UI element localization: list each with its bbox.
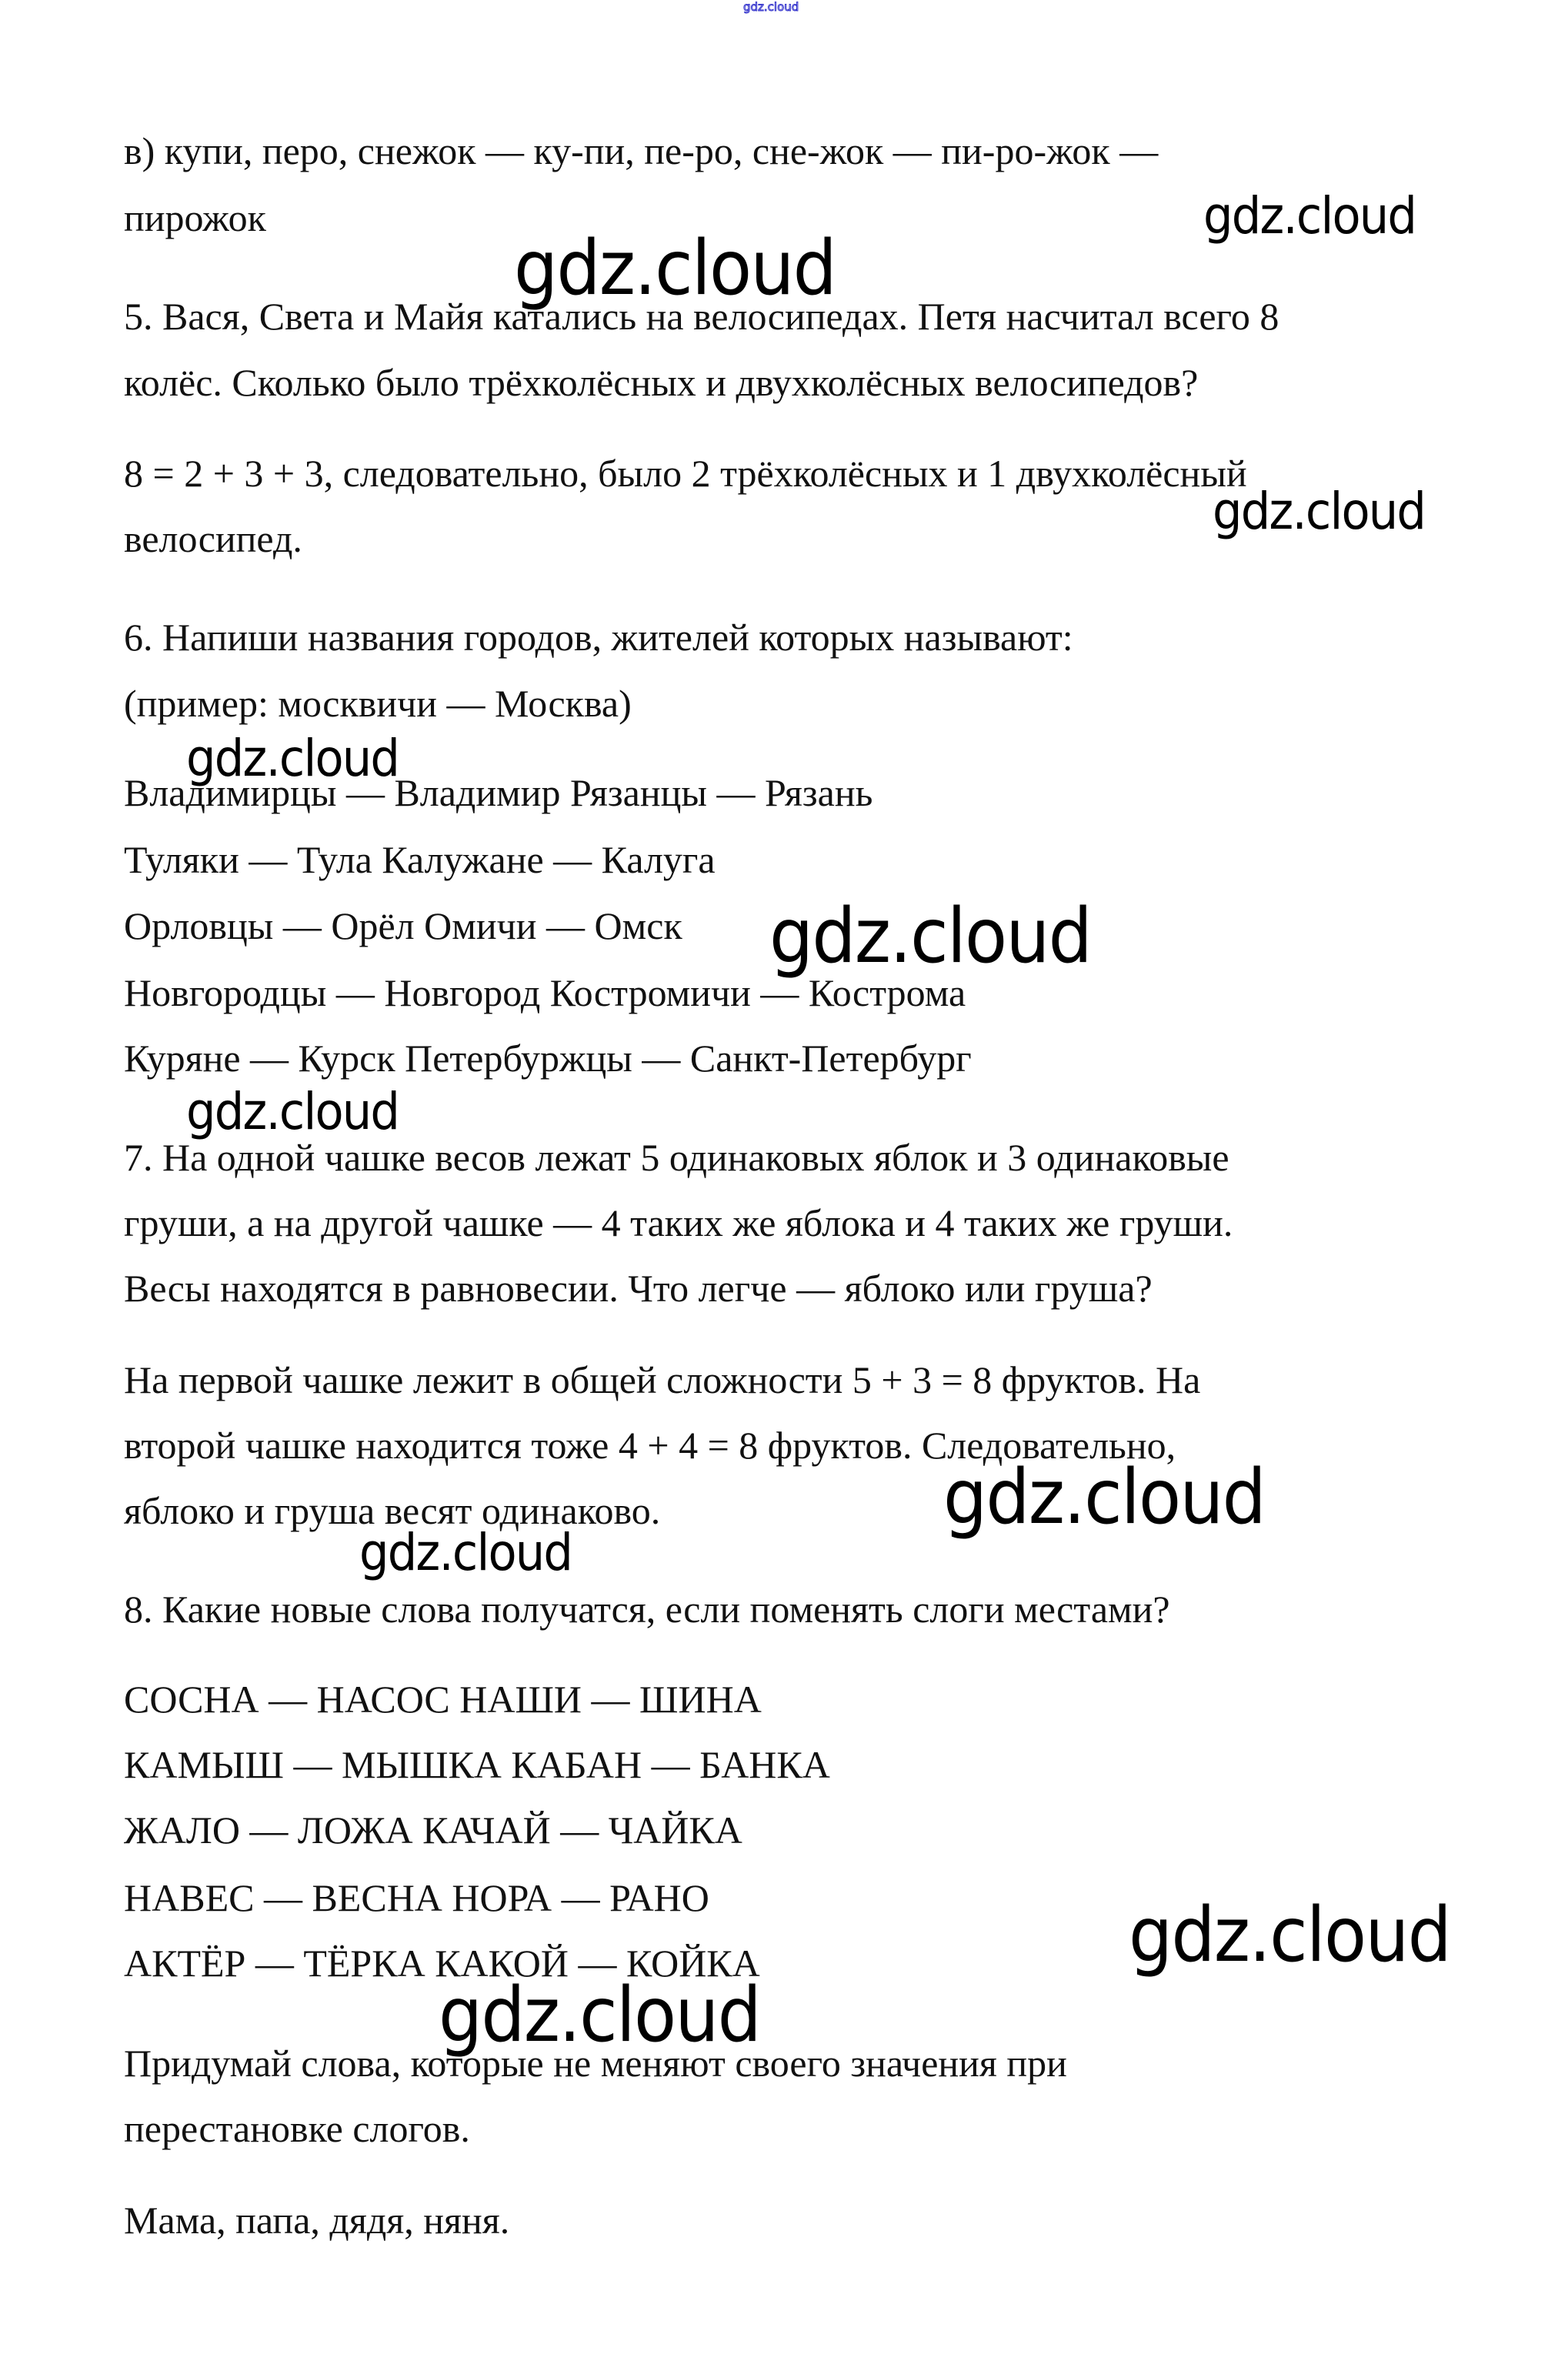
task-8-extra-answer: Мама, папа, дядя, няня. — [124, 2199, 510, 2242]
task-5-question: колёс. Сколько было трёхколёсных и двухколёсных велосипедов? — [124, 361, 1199, 404]
task-7-answer: яблоко и груша весят одинаково. — [124, 1489, 661, 1532]
watermark: gdz.cloud — [439, 1972, 761, 2059]
task-5-answer: велосипед. — [124, 517, 302, 560]
task-7-question: груши, а на другой чашке — 4 таких же яблока и 4 таких же груши. — [124, 1201, 1233, 1244]
task-5-question: 5. Вася, Света и Майя катались на велосипедах. Петя насчитал всего 8 — [124, 295, 1279, 338]
task-7-answer: На первой чашке лежит в общей сложности 5 + 3 = 8 фруктов. На — [124, 1358, 1201, 1401]
task-5-answer: 8 = 2 + 3 + 3, следовательно, было 2 трёхколёсных и 1 двухколёсный — [124, 452, 1247, 495]
task-8-answer: АКТЁР — ТЁРКА КАКОЙ — КОЙКА — [124, 1942, 760, 1985]
text-line: пирожок — [124, 196, 266, 239]
task-8-answer: СОСНА — НАСОС НАШИ — ШИНА — [124, 1678, 762, 1721]
task-6-answer: Владимирцы — Владимир Рязанцы — Рязань — [124, 771, 873, 814]
watermark: gdz.cloud — [943, 1454, 1266, 1541]
task-7-question: Весы находятся в равновесии. Что легче — яблоко или груша? — [124, 1267, 1153, 1310]
watermark: gdz.cloud — [769, 893, 1092, 980]
task-8-extra-question: Придумай слова, которые не меняют своего значения при — [124, 2042, 1067, 2085]
header-watermark: gdz.cloud — [743, 0, 799, 14]
task-8-question: 8. Какие новые слова получатся, если поменять слоги местами? — [124, 1588, 1170, 1631]
task-8-answer: КАМЫШ — МЫШКА КАБАН — БАНКА — [124, 1743, 830, 1786]
watermark: gdz.cloud — [359, 1523, 572, 1582]
task-8-answer: ЖАЛО — ЛОЖА КАЧАЙ — ЧАЙКА — [124, 1808, 742, 1852]
task-7-question: 7. На одной чашке весов лежат 5 одинаковых яблок и 3 одинаковые — [124, 1136, 1229, 1179]
watermark: gdz.cloud — [1203, 186, 1416, 245]
watermark: gdz.cloud — [186, 1082, 399, 1141]
text-line: в) купи, перо, снежок — ку-пи, пе-ро, сне-жок — пи-ро-жок — — [124, 129, 1159, 172]
task-6-answer: Орловцы — Орёл Омичи — Омск — [124, 904, 682, 947]
watermark: gdz.cloud — [514, 225, 836, 312]
watermark: gdz.cloud — [1213, 482, 1426, 541]
task-6-answer: Туляки — Тула Калужане — Калуга — [124, 838, 716, 881]
task-6-question: (пример: москвичи — Москва) — [124, 682, 632, 725]
watermark: gdz.cloud — [186, 729, 399, 788]
task-8-extra-question: перестановке слогов. — [124, 2107, 470, 2150]
task-7-answer: второй чашке находится тоже 4 + 4 = 8 фруктов. Следовательно, — [124, 1424, 1176, 1467]
task-6-question: 6. Напиши названия городов, жителей которых называют: — [124, 616, 1073, 659]
task-6-answer: Новгородцы — Новгород Костромичи — Кострома — [124, 971, 966, 1014]
task-8-answer: НАВЕС — ВЕСНА НОРА — РАНО — [124, 1876, 709, 1919]
task-6-answer: Куряне — Курск Петербуржцы — Санкт-Петербург — [124, 1037, 972, 1080]
watermark: gdz.cloud — [1129, 1892, 1451, 1979]
